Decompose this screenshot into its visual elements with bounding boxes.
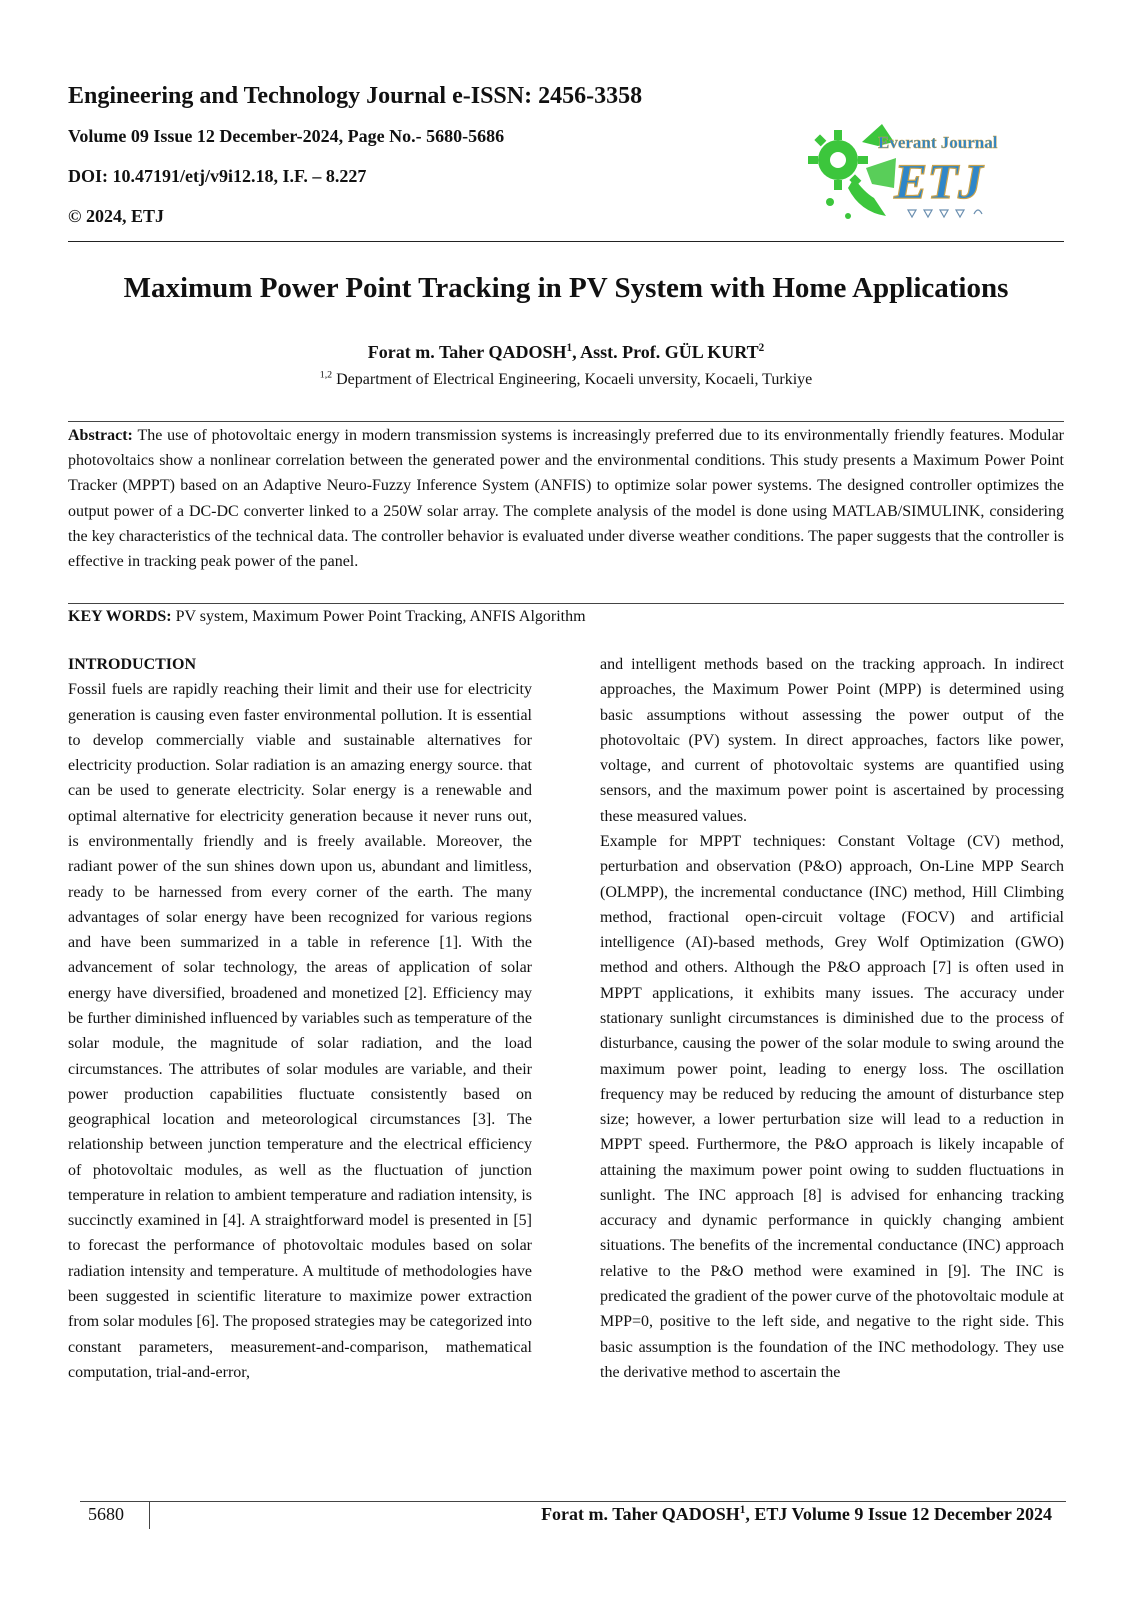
doi-info: DOI: 10.47191/etj/v9i12.18, I.F. – 8.227 bbox=[68, 166, 367, 186]
affiliation-superscript: 1,2 bbox=[319, 369, 333, 381]
header-divider bbox=[68, 241, 1064, 242]
affiliation-line bbox=[68, 371, 1064, 389]
footer-tick bbox=[149, 1501, 150, 1529]
abstract bbox=[68, 423, 1064, 574]
paper-title: Maximum Power Point Tracking in PV System with Home Applications bbox=[123, 272, 1009, 304]
abstract-top-divider bbox=[68, 421, 1064, 422]
author-name: Forat m. Taher QADOSH bbox=[367, 342, 567, 362]
running-footer bbox=[541, 1504, 1052, 1525]
journal-logo bbox=[808, 118, 1022, 226]
left-column bbox=[68, 652, 532, 1385]
author-superscript: 1 bbox=[566, 342, 573, 354]
footer-journal-ref: , ETJ Volume 9 Issue 12 December 2024 bbox=[745, 1504, 1052, 1524]
abstract-label: Abstract: bbox=[68, 427, 133, 444]
abstract-text: The use of photovoltaic energy in modern transmission systems is increasingly preferred due to its environmentally friendly features. Modular photovoltaics show a nonlinear correlation between the generated power and the environmental conditions. This study presents a Maximum Power Point Tracker (MPPT) based on an Adaptive Neuro-Fuzzy Inference System (ANFIS) to optimize solar power systems. The designed controller optimizes the output power of a DC-DC converter linked to a 250W solar array. The complete analysis of the model is done using MATLAB/SIMULINK, considering the key characteristics of the technical data. The controller behavior is evaluated under diverse weather conditions. The paper suggests that the controller is effective in tracking peak power of the panel. bbox=[68, 427, 1064, 571]
body-paragraph: Fossil fuels are rapidly reaching their limit and their use for electricity generation is causing even faster environmental pollution. It is essential to develop commercially viable and sustainable alternatives for electricity production. Solar radiation is an amazing energy source. that can be used to generate electricity. Solar energy is a renewable and optimal alternative for electricity generation because it never runs out, is environmentally friendly and is freely available. Moreover, the radiant power of the sun shines down upon us, abundant and limitless, ready to be harnessed from every corner of the earth. The many advantages of solar energy have been recognized for various regions and have been summarized in a table in reference [1]. With the advancement of solar technology, the areas of application of solar energy have diversified, broadened and monetized [2]. Efficiency may be further diminished influenced by variables such as temperature of the solar module, the magnitude of solar radiation, and the load circumstances. The attributes of solar modules are variable, and their power production capabilities fluctuate consistently based on geographical location and meteorological circumstances [3]. The relationship between junction temperature and the electrical efficiency of photovoltaic modules, as well as the fluctuation of junction temperature in relation to ambient temperature and radiation intensity, is succinctly examined in [4]. A straightforward model is presented in [5] to forecast the performance of photovoltaic modules based on solar radiation intensity and temperature. A multitude of methodologies have been suggested in scientific literature to maximize power extraction from solar modules [6]. The proposed strategies may be categorized into constant parameters, measurement-and-comparison, mathematical computation, trial-and-error, bbox=[68, 681, 533, 1381]
author-separator: , Asst. Prof. GÜL KURT bbox=[572, 342, 759, 362]
keywords bbox=[68, 604, 1064, 629]
volume-info: Volume 09 Issue 12 December-2024, Page No.- 5680-5686 bbox=[68, 126, 505, 146]
keywords-text: PV system, Maximum Power Point Tracking, ANFIS Algorithm bbox=[171, 608, 586, 625]
section-heading-introduction: INTRODUCTION bbox=[68, 656, 197, 673]
copyright-info: © 2024, ETJ bbox=[68, 206, 164, 226]
author-superscript: 2 bbox=[758, 342, 765, 354]
logo-mark: ETJ bbox=[894, 153, 983, 209]
logo-decoration-icon bbox=[908, 210, 982, 217]
footer-superscript: 1 bbox=[739, 1504, 746, 1516]
affiliation-text: Department of Electrical Engineering, Kocaeli unversity, Kocaeli, Turkiye bbox=[332, 371, 813, 388]
journal-header bbox=[68, 76, 768, 236]
author-line bbox=[68, 342, 1064, 363]
keywords-label: KEY WORDS: bbox=[68, 608, 172, 625]
journal-name: Engineering and Technology Journal e-ISSN: 2456-3358 bbox=[68, 83, 643, 109]
body-paragraph: Example for MPPT techniques: Constant Voltage (CV) method, perturbation and observation (P&O) approach, On-Line MPP Search (OLMPP), the incremental conductance (INC) method, Hill Climbing method, fractional open-circuit voltage (FOCV) and artificial intelligence (AI)-based methods, Grey Wolf Optimization (GWO) method and others. Although the P&O approach [7] is often used in MPPT applications, it exhibits many issues. The accuracy under stationary sunlight circumstances is diminished due to the process of disturbance, causing the power of the solar module to swing around the maximum power point, leading to energy loss. The oscillation frequency may be reduced by reducing the amount of disturbance step size; however, a lower perturbation size will lead to a reduction in MPPT speed. Furthermore, the P&O approach is likely incapable of attaining the maximum power point owing to sudden fluctuations in sunlight. The INC approach [8] is advised for enhancing tracking accuracy and dynamic performance in quickly changing ambient situations. The benefits of the incremental conductance (INC) approach relative to the P&O method were examined in [9]. The INC is predicated the gradient of the power curve of the photovoltaic module at MPP=0, positive to the left side, and negative to the right side. This basic assumption is the foundation of the INC methodology. They use the derivative method to ascertain the bbox=[600, 832, 1064, 1381]
body-paragraph: and intelligent methods based on the tracking approach. In indirect approaches, the Maximum Power Point (MPP) is determined using basic assumptions without assessing the power output of the photovoltaic (PV) system. In direct approaches, factors like power, voltage, and current of photovoltaic systems are quantified using sensors, and the maximum power point is ascertained by processing these measured values. bbox=[600, 656, 1064, 825]
footer-author: Forat m. Taher QADOSH bbox=[541, 1504, 740, 1524]
footer-divider bbox=[80, 1501, 1066, 1502]
logo-tagline: Everant Journal bbox=[878, 133, 998, 152]
page-number: 5680 bbox=[88, 1504, 124, 1524]
right-column bbox=[600, 652, 1064, 1385]
